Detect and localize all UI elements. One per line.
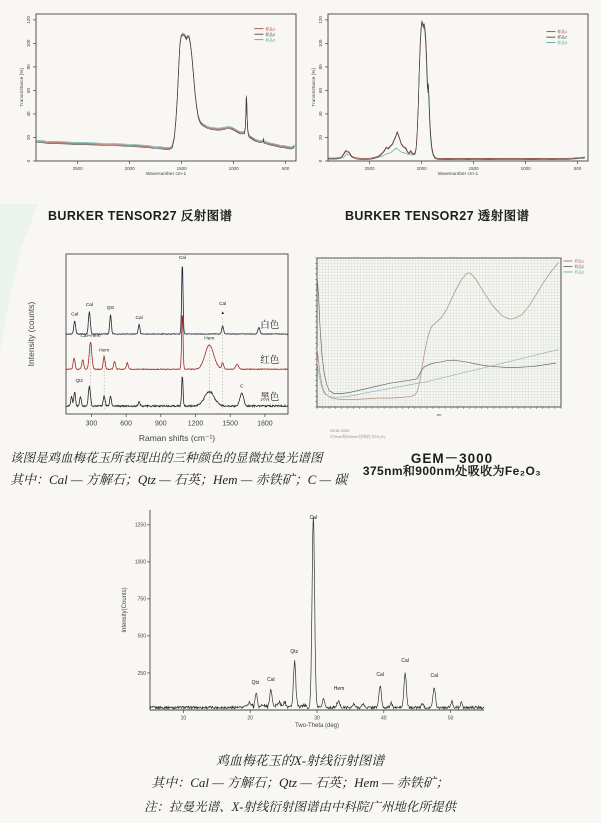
- caption-ftir-reflection: BURKER TENSOR27 反射图谱: [48, 209, 233, 223]
- svg-text:1000: 1000: [228, 166, 239, 171]
- gem-small-caption-1: GEM-3000: [330, 428, 350, 433]
- svg-text:0: 0: [318, 159, 323, 163]
- svg-text:60: 60: [26, 87, 31, 93]
- svg-text:白色: 白色: [260, 320, 280, 331]
- svg-text:Transmittance [%]: Transmittance [%]: [312, 68, 317, 107]
- svg-text:300: 300: [85, 420, 98, 428]
- caption-gem-note: 375nm和900nm处吸收为Fe₂O₃: [362, 464, 542, 478]
- ftir-transmission-plot: [308, 8, 594, 196]
- svg-text:600: 600: [120, 420, 132, 428]
- raman-note-1: 该图是鸡血梅花玉所表现出的三种颜色的显微拉曼光谱图: [10, 451, 323, 465]
- raman-chart: [20, 246, 302, 463]
- svg-text:1500: 1500: [468, 166, 479, 171]
- caption-xrd-title: 鸡血梅花玉的X-射线衍射图谱: [215, 753, 385, 768]
- svg-text:100: 100: [318, 39, 323, 48]
- svg-text:红色: 红色: [260, 355, 280, 367]
- svg-text:Raman shifts (cm⁻¹): Raman shifts (cm⁻¹): [138, 433, 216, 443]
- xrd-plot: [112, 498, 494, 746]
- raman-note-2: 其中：Cal — 方解石；Qtz — 石英；Hem — 赤铁矿；C — 碳: [10, 472, 348, 487]
- svg-text:样品3: 样品3: [265, 38, 276, 43]
- svg-text:20: 20: [318, 134, 323, 140]
- svg-text:样品3: 样品3: [574, 270, 585, 275]
- svg-text:Cal: Cal: [309, 515, 318, 521]
- svg-text:10: 10: [180, 715, 187, 722]
- svg-text:▲: ▲: [220, 310, 225, 315]
- caption-ftir-transmission: BURKER TENSOR27 透射图谱: [345, 209, 530, 223]
- svg-text:Cal: Cal: [376, 672, 384, 678]
- svg-text:20: 20: [247, 715, 253, 722]
- svg-text:样品1: 样品1: [557, 30, 568, 35]
- caption-gem-title: GEM－3000: [410, 451, 494, 466]
- svg-text:2500: 2500: [364, 166, 375, 171]
- svg-text:Intensity (counts): Intensity (counts): [26, 301, 36, 367]
- svg-text:500: 500: [281, 166, 290, 171]
- svg-text:80: 80: [26, 64, 31, 70]
- svg-text:80: 80: [318, 64, 323, 70]
- svg-text:40: 40: [318, 111, 323, 117]
- svg-text:500: 500: [573, 166, 582, 171]
- svg-text:Two-Theta (deg): Two-Theta (deg): [294, 723, 340, 729]
- svg-text:Qtz: Qtz: [75, 379, 84, 384]
- svg-text:nm: nm: [436, 413, 442, 417]
- svg-text:40: 40: [26, 111, 31, 117]
- svg-text:750: 750: [137, 596, 146, 603]
- raman-plot: [20, 246, 302, 458]
- svg-text:50: 50: [447, 715, 454, 722]
- svg-text:样品2: 样品2: [265, 32, 276, 37]
- svg-text:100: 100: [26, 39, 31, 48]
- svg-text:0: 0: [26, 159, 31, 163]
- svg-text:40: 40: [381, 715, 387, 722]
- svg-text:1500: 1500: [222, 420, 238, 428]
- svg-text:Cal: Cal: [430, 673, 438, 679]
- svg-text:Hem: Hem: [99, 348, 110, 354]
- svg-text:样品1: 样品1: [265, 27, 276, 32]
- svg-text:样品1: 样品1: [574, 259, 585, 264]
- svg-text:Cal: Cal: [401, 658, 409, 664]
- svg-text:Cal: Cal: [178, 255, 186, 261]
- svg-text:2500: 2500: [72, 166, 83, 171]
- svg-text:1250: 1250: [134, 522, 146, 529]
- svg-text:Hem: Hem: [333, 686, 345, 692]
- svg-text:1000: 1000: [134, 559, 146, 566]
- svg-text:250: 250: [137, 670, 146, 677]
- svg-text:120: 120: [26, 16, 31, 24]
- caption-xrd-source: 注：拉曼光谱、X-射线衍射图谱由中科院广州地化所提供: [144, 800, 456, 814]
- svg-text:2000: 2000: [416, 166, 427, 171]
- svg-text:60: 60: [318, 87, 323, 93]
- svg-text:样品3: 样品3: [557, 41, 568, 46]
- svg-text:Wavenumber cm-1: Wavenumber cm-1: [145, 172, 187, 177]
- svg-text:1000: 1000: [520, 166, 531, 171]
- svg-text:Cal: Cal: [85, 303, 93, 308]
- svg-text:C: C: [240, 384, 244, 390]
- svg-text:2000: 2000: [124, 166, 135, 171]
- svg-text:20: 20: [26, 134, 31, 140]
- svg-text:30: 30: [314, 715, 320, 722]
- xrd-chart: [112, 498, 494, 751]
- svg-text:Intensity(Counts): Intensity(Counts): [122, 587, 128, 633]
- svg-text:Cal: Cal: [71, 312, 79, 318]
- ftir-reflection-chart: [16, 8, 302, 201]
- caption-xrd-minerals: 其中：Cal — 方解石；Qtz — 石英；Hem — 赤铁矿；: [151, 775, 449, 790]
- gem3000-chart: [303, 250, 595, 430]
- svg-text:1500: 1500: [176, 166, 187, 171]
- svg-text:Hem: Hem: [204, 336, 215, 342]
- svg-text:1800: 1800: [257, 420, 273, 428]
- svg-text:1200: 1200: [187, 420, 204, 428]
- gem-small-caption-2: 375nm和900nm处吸收为Fe₂O₃: [330, 434, 386, 439]
- ftir-transmission-chart: [308, 8, 594, 201]
- svg-text:500: 500: [137, 633, 146, 640]
- svg-text:Cal: Cal: [135, 315, 143, 321]
- svg-text:样品2: 样品2: [574, 265, 585, 270]
- svg-text:Cal+Hem: Cal+Hem: [80, 334, 101, 340]
- svg-text:样品2: 样品2: [557, 35, 568, 40]
- svg-text:120: 120: [318, 16, 323, 24]
- svg-text:900: 900: [154, 420, 167, 428]
- ftir-reflection-plot: [16, 8, 302, 196]
- svg-text:Cal: Cal: [219, 302, 227, 308]
- svg-text:Qtz: Qtz: [290, 649, 299, 655]
- svg-text:Qtz: Qtz: [106, 306, 115, 312]
- svg-text:Wavenumber cm-1: Wavenumber cm-1: [437, 172, 479, 177]
- svg-text:黑色: 黑色: [260, 392, 280, 403]
- svg-text:Cal: Cal: [267, 677, 275, 683]
- svg-text:Transmittance [%]: Transmittance [%]: [20, 68, 25, 107]
- svg-text:Qtz: Qtz: [251, 680, 260, 686]
- gem3000-plot: [303, 250, 595, 425]
